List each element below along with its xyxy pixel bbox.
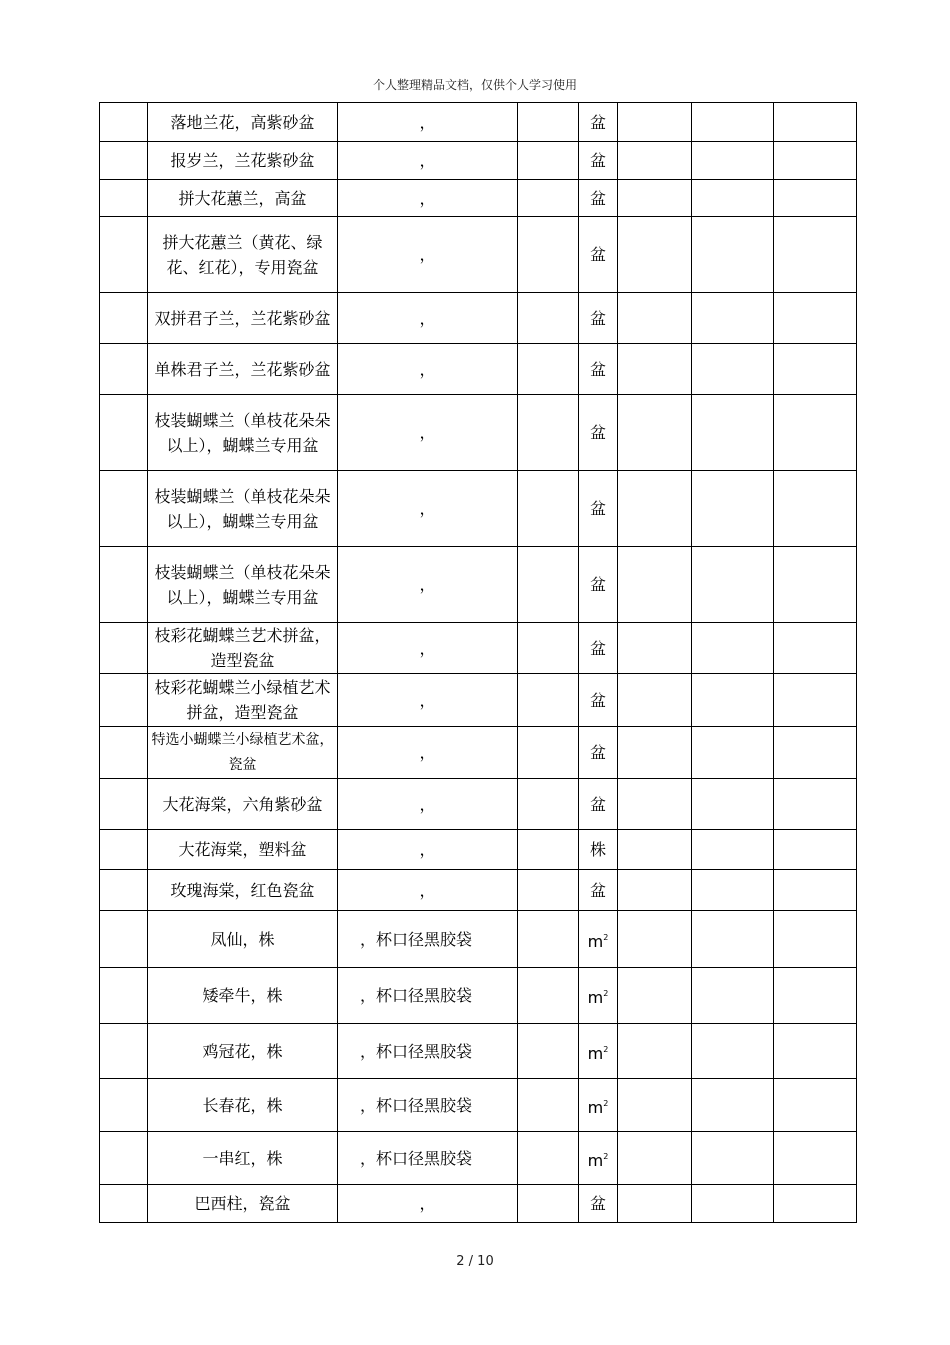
spec-cell: ， (338, 293, 518, 344)
table-row (100, 911, 857, 968)
name-cell: 报岁兰，兰花紫砂盆 (148, 142, 338, 180)
table-row (100, 1132, 857, 1185)
unit-cell (579, 911, 618, 968)
price-cell (618, 180, 692, 217)
unit-superscript: 2 (603, 1044, 609, 1054)
price-cell (618, 830, 692, 870)
name-cell: 大花海棠，六角紫砂盆 (148, 779, 338, 830)
amount-cell (692, 727, 774, 779)
amount-cell (692, 623, 774, 674)
price-cell (618, 217, 692, 293)
index-cell (100, 1079, 148, 1132)
page-header: 个人整理精品文档，仅供个人学习使用 (372, 78, 577, 92)
amount-cell (692, 1079, 774, 1132)
amount-cell (692, 1185, 774, 1223)
unit-cell (579, 1024, 618, 1079)
qty-cell (518, 1132, 579, 1185)
name-cell: 大花海棠，塑料盆 (148, 830, 338, 870)
qty-cell (518, 547, 579, 623)
price-cell (618, 293, 692, 344)
spec-cell: ，杯口径黑胶袋 (338, 1079, 518, 1132)
qty-cell (518, 471, 579, 547)
table-row (100, 180, 857, 217)
spec-cell: ，杯口径黑胶袋 (338, 1132, 518, 1185)
note-cell (774, 1024, 857, 1079)
amount-cell (692, 471, 774, 547)
qty-cell (518, 870, 579, 911)
spec-cell: ， (338, 674, 518, 727)
name-cell: 凤仙，株 (148, 911, 338, 968)
spec-cell: ， (338, 344, 518, 395)
unit-cell: 株 (579, 830, 618, 870)
note-cell (774, 180, 857, 217)
unit-superscript: 2 (603, 1151, 609, 1161)
amount-cell (692, 103, 774, 142)
unit-text: m (587, 1150, 604, 1170)
name-cell: 单株君子兰，兰花紫砂盆 (148, 344, 338, 395)
qty-cell (518, 293, 579, 344)
qty-cell (518, 180, 579, 217)
price-cell (618, 911, 692, 968)
spec-cell: ， (338, 395, 518, 471)
index-cell (100, 968, 148, 1024)
amount-cell (692, 911, 774, 968)
table-row (100, 293, 857, 344)
qty-cell (518, 779, 579, 830)
unit-cell (579, 1132, 618, 1185)
index-cell (100, 180, 148, 217)
qty-cell (518, 830, 579, 870)
note-cell (774, 727, 857, 779)
index-cell (100, 1132, 148, 1185)
unit-cell: 盆 (579, 623, 618, 674)
qty-cell (518, 968, 579, 1024)
index-cell (100, 103, 148, 142)
table-row (100, 217, 857, 293)
unit-cell (579, 1079, 618, 1132)
amount-cell (692, 547, 774, 623)
price-cell (618, 344, 692, 395)
spec-cell: ，杯口径黑胶袋 (338, 1024, 518, 1079)
name-cell: 枝彩花蝴蝶兰小绿植艺术拼盆，造型瓷盆 (148, 674, 338, 727)
table-row (100, 674, 857, 727)
unit-text: m (587, 931, 604, 951)
note-cell (774, 217, 857, 293)
name-cell: 枝装蝴蝶兰（单枝花朵朵以上），蝴蝶兰专用盆 (148, 471, 338, 547)
spec-cell: ， (338, 1185, 518, 1223)
index-cell (100, 870, 148, 911)
table-row (100, 870, 857, 911)
name-cell: 一串红，株 (148, 1132, 338, 1185)
spec-cell: ， (338, 180, 518, 217)
price-cell (618, 1024, 692, 1079)
table-row (100, 968, 857, 1024)
qty-cell (518, 142, 579, 180)
name-cell: 枝装蝴蝶兰（单枝花朵朵以上），蝴蝶兰专用盆 (148, 547, 338, 623)
unit-superscript: 2 (603, 989, 609, 998)
price-cell (618, 727, 692, 779)
qty-cell (518, 1185, 579, 1223)
unit-cell: 盆 (579, 103, 618, 142)
note-cell (774, 968, 857, 1024)
spec-cell: ，杯口径黑胶袋 (338, 968, 518, 1024)
page-number: 2 / 10 (456, 1254, 494, 1269)
price-cell (618, 623, 692, 674)
unit-cell: 盆 (579, 344, 618, 395)
spec-cell: ，杯口径黑胶袋 (338, 911, 518, 968)
index-cell (100, 623, 148, 674)
index-cell (100, 674, 148, 727)
name-cell: 鸡冠花，株 (148, 1024, 338, 1079)
spec-cell: ， (338, 103, 518, 142)
amount-cell (692, 870, 774, 911)
price-cell (618, 547, 692, 623)
name-cell: 枝装蝴蝶兰（单枝花朵朵以上），蝴蝶兰专用盆 (148, 395, 338, 471)
amount-cell (692, 395, 774, 471)
amount-cell (692, 180, 774, 217)
qty-cell (518, 217, 579, 293)
spec-cell: ， (338, 830, 518, 870)
note-cell (774, 142, 857, 180)
note-cell (774, 395, 857, 471)
table-row (100, 395, 857, 471)
note-cell (774, 293, 857, 344)
amount-cell (692, 1024, 774, 1079)
index-cell (100, 142, 148, 180)
price-cell (618, 1185, 692, 1223)
index-cell (100, 1185, 148, 1223)
spec-cell: ， (338, 727, 518, 779)
table-row (100, 103, 857, 142)
amount-cell (692, 1132, 774, 1185)
note-cell (774, 674, 857, 727)
name-cell: 拼大花蕙兰，高盆 (148, 180, 338, 217)
plant-table (99, 102, 857, 1223)
unit-cell: 盆 (579, 471, 618, 547)
note-cell (774, 1185, 857, 1223)
spec-cell: ， (338, 779, 518, 830)
qty-cell (518, 623, 579, 674)
amount-cell (692, 344, 774, 395)
name-cell: 巴西柱，瓷盆 (148, 1185, 338, 1223)
unit-cell (579, 968, 618, 1024)
note-cell (774, 103, 857, 142)
unit-cell: 盆 (579, 727, 618, 779)
unit-cell: 盆 (579, 293, 618, 344)
name-cell: 枝彩花蝴蝶兰艺术拼盆，造型瓷盆 (148, 623, 338, 674)
unit-text: m (587, 1097, 604, 1117)
unit-cell: 盆 (579, 142, 618, 180)
unit-cell: 盆 (579, 779, 618, 830)
index-cell (100, 344, 148, 395)
table-row (100, 727, 857, 779)
price-cell (618, 103, 692, 142)
table-row (100, 1185, 857, 1223)
spec-cell: ， (338, 547, 518, 623)
price-cell (618, 968, 692, 1024)
unit-superscript: 2 (603, 932, 609, 942)
unit-cell: 盆 (579, 547, 618, 623)
unit-cell: 盆 (579, 180, 618, 217)
table-row (100, 1079, 857, 1132)
table-row (100, 1024, 857, 1079)
index-cell (100, 727, 148, 779)
unit-cell: 盆 (579, 395, 618, 471)
table-row (100, 830, 857, 870)
table-row (100, 471, 857, 547)
name-cell: 双拼君子兰，兰花紫砂盆 (148, 293, 338, 344)
amount-cell (692, 968, 774, 1024)
qty-cell (518, 727, 579, 779)
price-cell (618, 142, 692, 180)
price-cell (618, 870, 692, 911)
note-cell (774, 830, 857, 870)
index-cell (100, 293, 148, 344)
amount-cell (692, 217, 774, 293)
unit-text: m (587, 988, 604, 1007)
qty-cell (518, 395, 579, 471)
qty-cell (518, 344, 579, 395)
name-cell: 特选小蝴蝶兰小绿植艺术盆，瓷盆 (148, 727, 338, 779)
spec-cell: ， (338, 471, 518, 547)
note-cell (774, 779, 857, 830)
index-cell (100, 217, 148, 293)
table-row (100, 344, 857, 395)
amount-cell (692, 142, 774, 180)
spec-cell: ， (338, 870, 518, 911)
qty-cell (518, 911, 579, 968)
name-cell: 拼大花蕙兰（黄花、绿花、红花），专用瓷盆 (148, 217, 338, 293)
index-cell (100, 779, 148, 830)
price-cell (618, 674, 692, 727)
note-cell (774, 911, 857, 968)
name-cell: 玫瑰海棠，红色瓷盆 (148, 870, 338, 911)
note-cell (774, 870, 857, 911)
index-cell (100, 471, 148, 547)
note-cell (774, 344, 857, 395)
amount-cell (692, 779, 774, 830)
name-cell: 矮牵牛，株 (148, 968, 338, 1024)
spec-cell: ， (338, 142, 518, 180)
price-cell (618, 395, 692, 471)
spec-cell: ， (338, 623, 518, 674)
price-cell (618, 471, 692, 547)
unit-cell: 盆 (579, 217, 618, 293)
qty-cell (518, 1024, 579, 1079)
unit-cell: 盆 (579, 674, 618, 727)
qty-cell (518, 674, 579, 727)
qty-cell (518, 1079, 579, 1132)
note-cell (774, 547, 857, 623)
amount-cell (692, 674, 774, 727)
unit-cell: 盆 (579, 870, 618, 911)
name-cell: 落地兰花，高紫砂盆 (148, 103, 338, 142)
unit-superscript: 2 (603, 1098, 609, 1108)
index-cell (100, 911, 148, 968)
table-row (100, 142, 857, 180)
amount-cell (692, 293, 774, 344)
note-cell (774, 471, 857, 547)
index-cell (100, 395, 148, 471)
index-cell (100, 1024, 148, 1079)
table-row (100, 547, 857, 623)
unit-text: m (587, 1043, 604, 1063)
price-cell (618, 779, 692, 830)
index-cell (100, 547, 148, 623)
note-cell (774, 1132, 857, 1185)
name-cell: 长春花，株 (148, 1079, 338, 1132)
unit-cell: 盆 (579, 1185, 618, 1223)
price-cell (618, 1079, 692, 1132)
amount-cell (692, 830, 774, 870)
qty-cell (518, 103, 579, 142)
table-row (100, 779, 857, 830)
spec-cell: ， (338, 217, 518, 293)
price-cell (618, 1132, 692, 1185)
table-row (100, 623, 857, 674)
note-cell (774, 1079, 857, 1132)
index-cell (100, 830, 148, 870)
note-cell (774, 623, 857, 674)
